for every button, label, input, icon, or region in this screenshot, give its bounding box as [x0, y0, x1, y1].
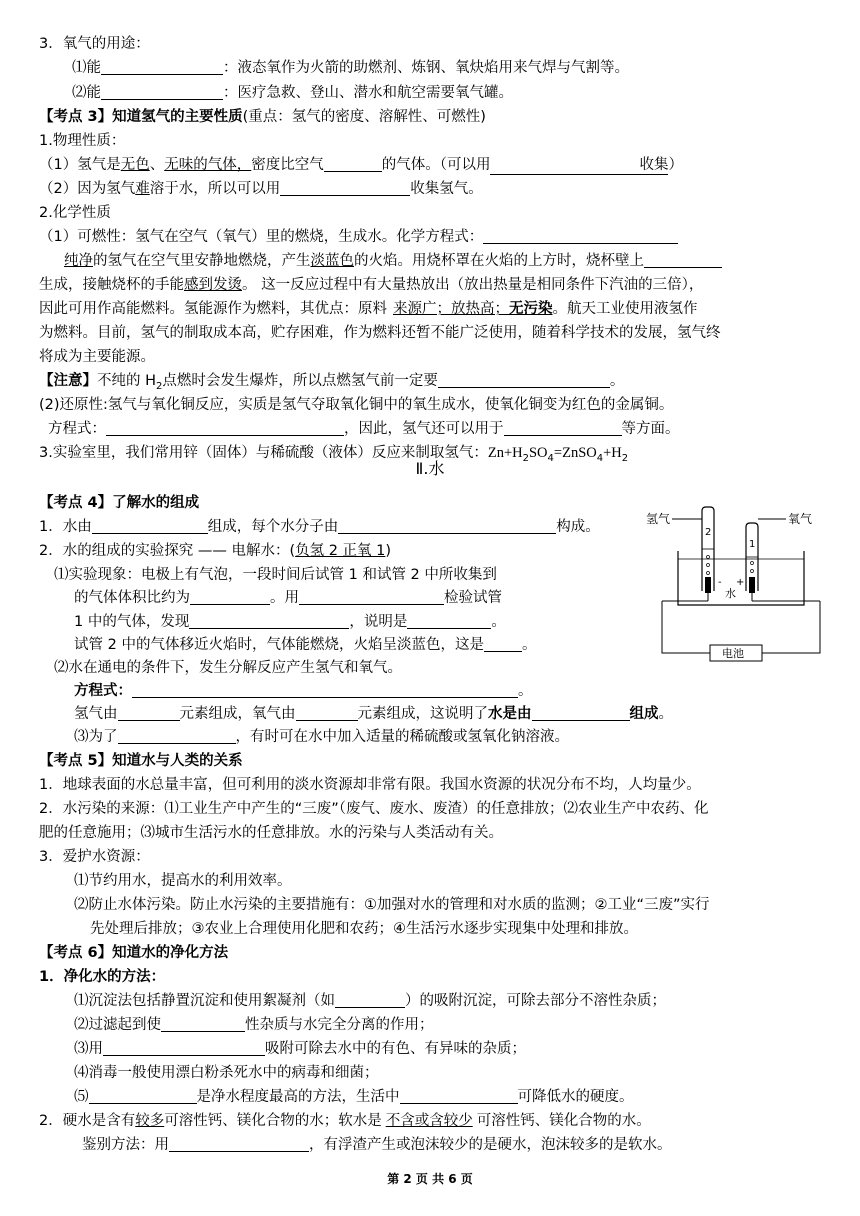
text-line: 1．净化水的方法： — [39, 969, 166, 985]
fill-blank[interactable] — [89, 1088, 197, 1104]
fill-blank[interactable] — [118, 728, 236, 744]
fill-blank[interactable] — [161, 1016, 245, 1032]
fill-blank[interactable] — [296, 705, 358, 721]
text-line: 先处理后排放；③农业上合理使用化肥和农药；④生活污水逐步实现集中处理和排放。 — [90, 921, 638, 937]
fill-blank[interactable] — [132, 682, 518, 698]
note-line: 【注意】不纯的 $H_2$点燃时会发生爆炸，所以点燃氢气前一定要 。 — [39, 373, 625, 392]
text-line: 为燃料。目前，氢气的制取成本高，贮存困难，作为燃料还暂不能广泛使用，随着科学技术的发展，氢气终 — [39, 325, 721, 341]
text-line: 1 中的气体，发现 ，说明是 。 — [74, 614, 506, 630]
bubble — [707, 556, 710, 559]
text-line: （1）可燃性：氢气在空气（氧气）里的燃烧，生成水。化学方程式： — [39, 226, 678, 248]
text-line: 2．水的组成的实验探究 —— 电解水：(负氢 2 正氧 1) — [39, 543, 392, 559]
fill-blank[interactable] — [101, 59, 223, 75]
fill-blank[interactable] — [190, 589, 270, 605]
text-line: 3.实验室里，我们常用锌（固体）与稀硫酸（液体）反应来制取氢气：$Zn+H_2SO_4=ZnSO_4+H_2$ — [39, 445, 629, 464]
text-line: 1.物理性质： — [39, 133, 126, 149]
heading: 【考点 4】了解水的组成 — [39, 495, 200, 511]
fill-blank[interactable] — [92, 518, 208, 534]
water-label: 水 — [725, 587, 736, 600]
fill-blank[interactable] — [484, 636, 522, 652]
text-line: （1）氢气是无色、无味的气体，密度比空气 的气体。（可以用 收集） — [39, 157, 683, 173]
text-line: 因此可用作高能燃料。氢能源作为燃料，其优点：原料 来源广；放热高；无污染。航天工业使用液氢作 — [39, 301, 698, 317]
plus-sign: + — [736, 577, 745, 588]
battery-label: 电池 — [722, 647, 744, 660]
fill-blank[interactable] — [169, 1136, 309, 1152]
bubble — [707, 564, 710, 567]
fill-blank[interactable] — [103, 1040, 265, 1056]
text-line: 肥的任意施用；⑶城市生活污水的任意排放。水的污染与人类活动有关。 — [39, 825, 503, 841]
cathode-electrode — [705, 577, 711, 593]
fill-blank[interactable] — [407, 613, 491, 629]
section-title: Ⅱ.水 — [415, 459, 445, 478]
text-line: 鉴别方法：用 ，有浮渣产生或泡沫较少的是硬水，泡沫较多的是软水。 — [82, 1137, 672, 1153]
text-line: ⑶为了 ，有时可在水中加入适量的稀硫酸或氢氧化钠溶液。 — [74, 729, 569, 745]
text-line: ⑴节约用水，提高水的利用效率。 — [74, 873, 292, 889]
text-line: ⑵水在通电的条件下，发生分解反应产生氢气和氧气。 — [54, 660, 402, 676]
text-line: 试管 2 中的气体移近火焰时，气体能燃烧，火焰呈淡蓝色，这是 。 — [74, 637, 537, 653]
fill-blank[interactable] — [644, 252, 722, 268]
anode-electrode — [749, 577, 755, 593]
text-line: 3．爱护水资源： — [39, 849, 150, 865]
fill-blank[interactable] — [118, 705, 180, 721]
fill-blank[interactable] — [400, 1088, 518, 1104]
heading: 【考点 5】知道水与人类的关系 — [39, 753, 243, 769]
fill-blank[interactable] — [532, 705, 630, 721]
text-line: 2.化学性质 — [39, 205, 111, 221]
fill-blank[interactable] — [335, 992, 405, 1008]
fill-blank[interactable] — [101, 84, 223, 100]
text-line: ⑴实验现象：电极上有气泡，一段时间后试管 1 和试管 2 中所收集到 — [54, 567, 497, 583]
bubble — [707, 572, 710, 575]
text-line: ⑴能 ：液态氧作为火箭的助燃剂、炼钢、氧炔焰用来气焊与气割等。 — [72, 60, 629, 76]
text-line: 3．氧气的用途： — [39, 36, 150, 52]
fill-blank[interactable] — [338, 518, 556, 534]
fill-blank[interactable] — [483, 228, 678, 244]
heading: 【考点 3】知道氢气的主要性质(重点：氢气的密度、溶解性、可燃性) — [39, 109, 486, 125]
fill-blank[interactable] — [299, 589, 444, 605]
wire-bottom-left — [662, 601, 710, 653]
text-line: ⑷消毒一般使用漂白粉杀死水中的病毒和细菌； — [74, 1065, 379, 1081]
electrolysis-diagram — [644, 505, 830, 665]
text-line: 生成，接触烧杯的手能感到发烫。 这一反应过程中有大量热放出（放出热量是相同条件下汽油的三倍）， — [39, 277, 704, 293]
text-line: 1．地球表面的水总量丰富，但可利用的淡水资源却非常有限。我国水资源的状况分布不均，人均量少。 — [39, 777, 701, 793]
text-line: 将成为主要能源。 — [39, 349, 155, 365]
page-footer: 第 2 页 共 6 页 — [387, 1172, 473, 1186]
text-line: 的气体体积比约为 。用 检验试管 — [74, 590, 502, 606]
text-line: ⑴沉淀法包括静置沉淀和使用絮凝剂（如 ）的吸附沉淀，可除去部分不溶性杂质； — [74, 993, 666, 1009]
wire-bottom-right — [762, 601, 820, 653]
heading: 【考点 6】知道水的净化方法 — [39, 945, 229, 961]
fill-blank[interactable] — [438, 372, 610, 388]
text-line: ⑸ 是净水程度最高的方法，生活中 可降低水的硬度。 — [74, 1089, 634, 1105]
text-line: ⑶用 吸附可除去水中的有色、有异味的杂质； — [74, 1041, 526, 1057]
fill-blank[interactable] — [280, 180, 410, 196]
text-line: 1．水由 组成，每个水分子由 构成。 — [39, 519, 600, 535]
text-line: 2．硬水是含有较多可溶性钙、镁化合物的水；软水是 不含或含较少 可溶性钙、镁化合物的水。 — [39, 1113, 651, 1129]
text-line: 2．水污染的来源：⑴工业生产中产生的“三废”（废气、废水、废渣）的任意排放；⑵农业生产中农药、化 — [39, 801, 709, 817]
tube-2-label: 2 — [705, 527, 712, 538]
bubble — [751, 570, 754, 573]
text-line: ⑵过滤起到使 性杂质与水完全分离的作用； — [74, 1017, 434, 1033]
fill-blank[interactable] — [189, 613, 349, 629]
minus-sign: - — [718, 577, 722, 588]
text-line: ⑵防止水体污染。防止水污染的主要措施有：①加强对水的管理和对水质的监测；②工业“三废”实行 — [74, 897, 710, 913]
bubble — [751, 562, 754, 565]
text-line: 方程式： ，因此，氢气还可以用于 等方面。 — [48, 421, 680, 437]
tube-1-label: 1 — [749, 539, 756, 550]
text-line: （2）因为氢气难溶于水，所以可以用 收集氢气。 — [39, 181, 483, 197]
fill-blank[interactable] — [106, 420, 344, 436]
text-line: 纯净的氢气在空气里安静地燃烧，产生淡蓝色的火焰。用烧杯罩在火焰的上方时，烧杯壁上 — [64, 250, 722, 272]
text-line: 方程式： 。 — [74, 683, 533, 699]
text-line: ⑵能 ：医疗急救、登山、潜水和航空需要氧气罐。 — [72, 85, 513, 101]
oxygen-label: 氧气 — [788, 512, 813, 526]
text-line: (2)还原性:氢气与氧化铜反应，实质是氢气夺取氧化铜中的氧生成水，使氧化铜变为红色的金属铜。 — [39, 397, 674, 413]
fill-blank[interactable] — [504, 420, 622, 436]
text-line: 氢气由 元素组成，氧气由 元素组成，这说明了水是由 组成。 — [74, 706, 673, 722]
fill-blank[interactable] — [324, 156, 382, 172]
hydrogen-label: 氢气 — [646, 512, 671, 526]
